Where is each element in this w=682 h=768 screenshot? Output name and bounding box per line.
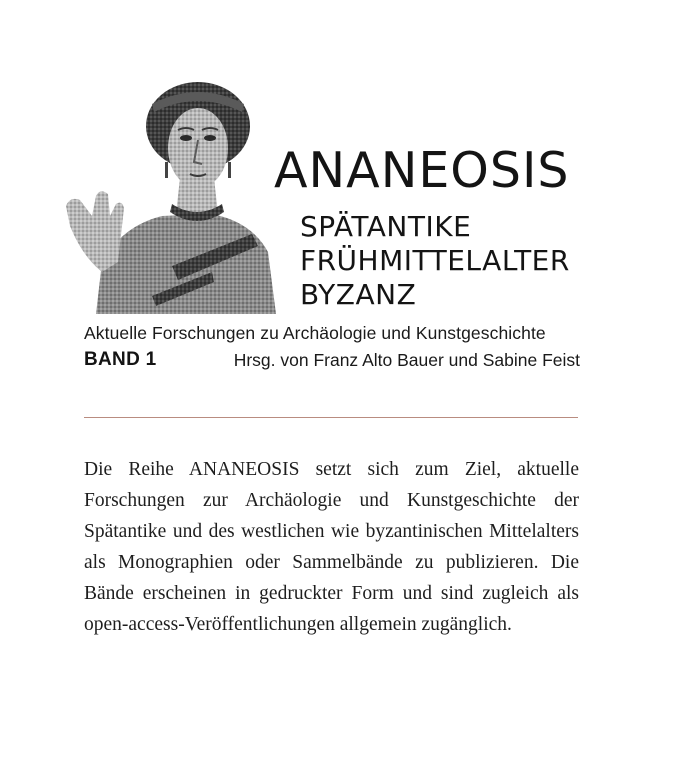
series-tagline: Aktuelle Forschungen zu Archäologie und Kunstgeschichte [84,323,546,343]
band-row [84,349,580,375]
editors-credit: Hrsg. von Franz Alto Bauer und Sabine Feist [233,350,580,370]
series-subtitle [300,210,570,312]
divider [84,417,578,418]
subtitle-line: BYZANZ [300,278,417,311]
series-description: Die Reihe ANANEOSIS setzt sich zum Ziel, aktuelle Forschungen zur Archäologie und Kunstgeschichte der Spätantike und des westlichen wie byzantinischen Mittelalters als Monographien oder Sammelbände zu publizieren. Die Bände erscheinen in gedruckter Form und sind zugleich als open-access-Veröffentlichungen allgemein zugänglich. [84,459,579,635]
subtitle-line: FRÜHMITTELALTER [300,244,570,277]
subtitle-line: SPÄTANTIKE [300,210,472,243]
band-label: BAND 1 [84,349,157,370]
mosaic-portrait [62,66,288,314]
series-title: ANANEOSIS [274,142,570,199]
